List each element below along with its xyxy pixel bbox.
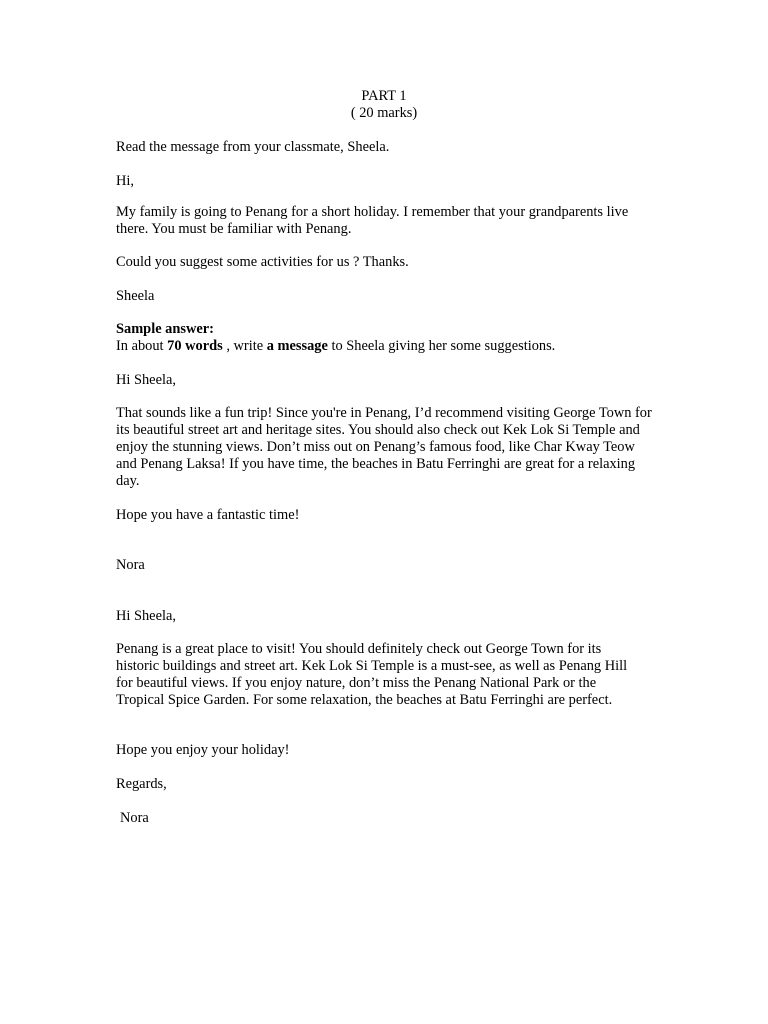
- task-middle: , write: [222, 338, 267, 354]
- task-instruction: [116, 338, 656, 355]
- answer1-greeting: Hi Sheela,: [116, 372, 176, 388]
- sample-answer-label: Sample answer:: [116, 321, 214, 337]
- message-body-2: Could you suggest some activities for us ? Thanks.: [116, 254, 409, 270]
- answer1-body: That sounds like a fun trip! Since you're in Penang, I’d recommend visiting George Town for its beautiful street art and heritage sites. You should also check out Kek Lok Si Temple and enjoy the stunning views. Don’t miss out on Penang’s famous food, like Char Kway Teow and Penang Laksa! If you have time, the beaches in Batu Ferringhi are great for a relaxing day.: [116, 405, 652, 489]
- answer2-signature: Nora: [120, 810, 149, 826]
- task-prefix: In about: [116, 338, 168, 354]
- answer2-greeting: Hi Sheela,: [116, 608, 176, 624]
- answer2-regards: Regards,: [116, 776, 167, 792]
- message-body-1: My family is going to Penang for a short holiday. I remember that your grandparents live there. You must be familiar with Penang.: [116, 204, 629, 237]
- part-title: PART 1: [361, 88, 407, 104]
- task-suffix: to Sheela giving her some suggestions.: [327, 338, 556, 354]
- message-greeting: Hi,: [116, 173, 134, 189]
- intro-instruction: Read the message from your classmate, Sheela.: [116, 139, 390, 155]
- answer2-body: Penang is a great place to visit! You should definitely check out George Town for its historic buildings and street art. Kek Lok Si Temple is a must-see, as well as Penang Hill for beautiful views. If you enjoy nature, don’t miss the Penang National Park or the Tropical Spice Garden. For some relaxation, the beaches at Batu Ferringhi are perfect.: [116, 641, 628, 708]
- answer2-closing: Hope you enjoy your holiday!: [116, 742, 290, 758]
- sample-answer-heading: [116, 321, 656, 338]
- task-message-label: a message: [266, 338, 328, 354]
- task-word-count: 70 words: [167, 338, 223, 354]
- answer1-signature: Nora: [116, 557, 145, 573]
- marks-label: ( 20 marks): [350, 105, 418, 121]
- message-signature: Sheela: [116, 288, 155, 304]
- answer1-closing: Hope you have a fantastic time!: [116, 507, 300, 523]
